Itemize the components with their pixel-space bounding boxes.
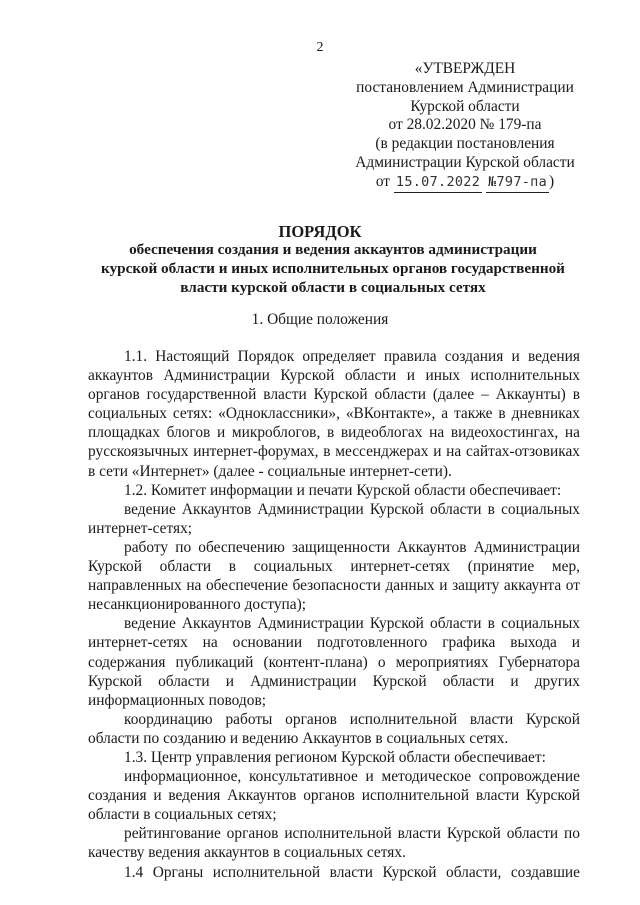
body-line: информационных поводов; <box>88 691 267 709</box>
body-line: работу по обеспечению защищенности Аккаунтов Администрации <box>124 538 580 556</box>
body-line: содержания публикаций (контент-плана) о мероприятиях Губернатора <box>88 653 580 671</box>
approval-block <box>330 60 600 193</box>
subtitle-line: власти курской области в социальных сетях <box>180 279 486 297</box>
body-line: области в социальных сетях; <box>88 806 277 824</box>
body-line: несанкционированного доступа); <box>88 596 307 614</box>
body-line: области по созданию и ведению Аккаунтов в социальных сетях. <box>88 729 509 747</box>
body-line: ведение Аккаунтов Администрации Курской области в социальных <box>124 615 580 633</box>
body-line: 1.4 Органы исполнительной власти Курской области, создавшие <box>124 863 580 881</box>
page-number: 2 <box>316 40 324 55</box>
approval-line: Администрации Курской области <box>355 153 575 171</box>
body-line: русскоязычных интернет-форумах, в мессенджерах и на сайтах-отзовиках <box>88 443 580 461</box>
body-line: площадках блогов и микроблогов, в видеоблогах на видеохостингах, на <box>88 424 580 442</box>
stamp-date: 15.07.2022 <box>394 173 482 193</box>
approval-prefix: от <box>375 172 391 190</box>
stamp-close: ) <box>549 172 555 190</box>
approval-stamp-line <box>330 173 600 193</box>
body-line: рейтингование органов исполнительной власти Курской области по <box>124 825 580 843</box>
body-line: в сети «Интернет» (далее - социальные интернет-сети). <box>88 462 452 480</box>
body-line: качеству ведения аккаунтов в социальных сетях. <box>88 844 406 862</box>
document-subtitle <box>78 240 588 298</box>
body-line: 1.1. Настоящий Порядок определяет правила создания и ведения <box>124 348 580 365</box>
body-line: Курской области и Администрации Курской области и других <box>88 672 580 690</box>
approval-line: «УТВЕРЖДЕН <box>414 60 516 77</box>
body-line: 1.3. Центр управления регионом Курской области обеспечивает: <box>124 748 546 766</box>
body-line: создания и ведения Аккаунтов органов исполнительной власти Курской <box>88 787 580 805</box>
body-text <box>88 347 580 882</box>
approval-line: от 28.02.2020 № 179-па <box>388 116 542 134</box>
body-line: Курской области в социальных интернет-сетях (принятие мер, <box>88 558 580 576</box>
body-line: аккаунтов Администрации Курской области и иных исполнительных <box>88 367 580 385</box>
body-line: ведение Аккаунтов Администрации Курской области в социальных <box>124 500 580 518</box>
approval-line: постановлением Администрации <box>356 78 574 96</box>
section-heading: 1. Общие положения <box>251 311 389 328</box>
stamp-number: №797-па <box>486 173 549 193</box>
body-line: социальных сетях: «Одноклассники», «ВКонтакте», а также в дневниках <box>88 405 580 423</box>
subtitle-line: курской области и иных исполнительных органов государственной <box>101 260 565 278</box>
body-line: координацию работы органов исполнительной власти Курской <box>124 710 580 728</box>
subtitle-line: обеспечения создания и ведения аккаунтов администрации <box>129 241 537 258</box>
body-line: интернет-сетях на основании подготовленного графика выхода и <box>88 634 580 652</box>
body-line: направленных на обеспечение безопасности данных и защиту аккаунта от <box>88 577 580 595</box>
body-line: информационное, консультативное и методическое сопровождение <box>124 768 580 786</box>
approval-line: Курской области <box>410 97 520 115</box>
body-line: органов государственной власти Курской области (далее – Аккаунты) в <box>88 386 580 404</box>
document-title: ПОРЯДОК <box>278 222 362 241</box>
approval-line: (в редакции постановления <box>375 135 555 153</box>
body-line: 1.2. Комитет информации и печати Курской области обеспечивает: <box>124 481 562 499</box>
body-line: интернет-сетях; <box>88 519 193 537</box>
